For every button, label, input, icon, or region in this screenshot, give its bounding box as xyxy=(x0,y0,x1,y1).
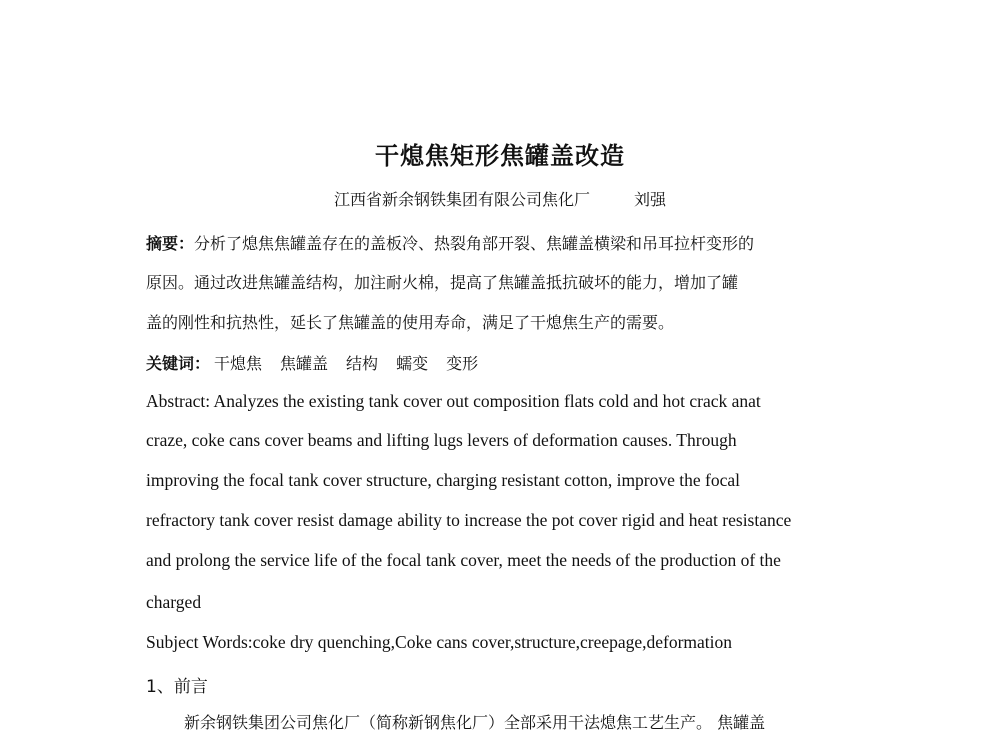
affiliation-line xyxy=(0,187,1000,210)
abstract-en-line-6: charged xyxy=(146,592,202,612)
subject-words: Subject Words:coke dry quenching,Coke cans cover,structure,creepage,deformation xyxy=(146,632,733,652)
keywords-cn-label: 关键词： xyxy=(146,354,211,373)
abstract-cn-label: 摘要： xyxy=(146,234,195,253)
abstract-en-line-5: and prolong the service life of the focal tank cover, meet the needs of the production of the xyxy=(146,550,781,570)
abstract-en-line-1: Abstract: Analyzes the existing tank cover out composition flats cold and hot crack anat xyxy=(146,391,761,411)
section-1-paragraph-line: 新余钢铁集团公司焦化厂（简称新钢焦化厂）全部采用干法熄焦工艺生产。 焦罐盖 xyxy=(184,713,766,732)
keyword-item: 焦罐盖 xyxy=(280,354,329,373)
keyword-item: 变形 xyxy=(446,354,479,373)
keywords-cn xyxy=(146,351,496,374)
abstract-en-line-2: craze, coke cans cover beams and lifting lugs levers of deformation causes. Through xyxy=(146,430,737,450)
abstract-en-line-4: refractory tank cover resist damage ability to increase the pot cover rigid and heat resistance xyxy=(146,510,792,530)
abstract-cn-text: 分析了熄焦焦罐盖存在的盖板冷、热裂角部开裂、焦罐盖横梁和吊耳拉杆变形的 xyxy=(194,234,755,253)
keyword-item: 蠕变 xyxy=(396,354,429,373)
author-name: 刘强 xyxy=(634,190,667,209)
abstract-en-line-3: improving the focal tank cover structure, charging resistant cotton, improve the focal xyxy=(146,470,741,490)
abstract-cn-line-3: 盖的刚性和抗热性，延长了焦罐盖的使用寿命，满足了干熄焦生产的需要。 xyxy=(146,313,675,332)
section-1-heading: 1、前言 xyxy=(146,677,208,697)
paper-title: 干熄焦矩形焦罐盖改造 xyxy=(375,142,625,170)
keyword-item: 结构 xyxy=(346,354,379,373)
abstract-cn-line-2: 原因。通过改进焦罐盖结构，加注耐火棉，提高了焦罐盖抵抗破坏的能力，增加了罐 xyxy=(146,273,739,292)
keyword-item: 干熄焦 xyxy=(214,354,263,373)
organization: 江西省新余钢铁集团有限公司焦化厂 xyxy=(333,190,590,209)
abstract-cn-line-1 xyxy=(146,231,754,254)
